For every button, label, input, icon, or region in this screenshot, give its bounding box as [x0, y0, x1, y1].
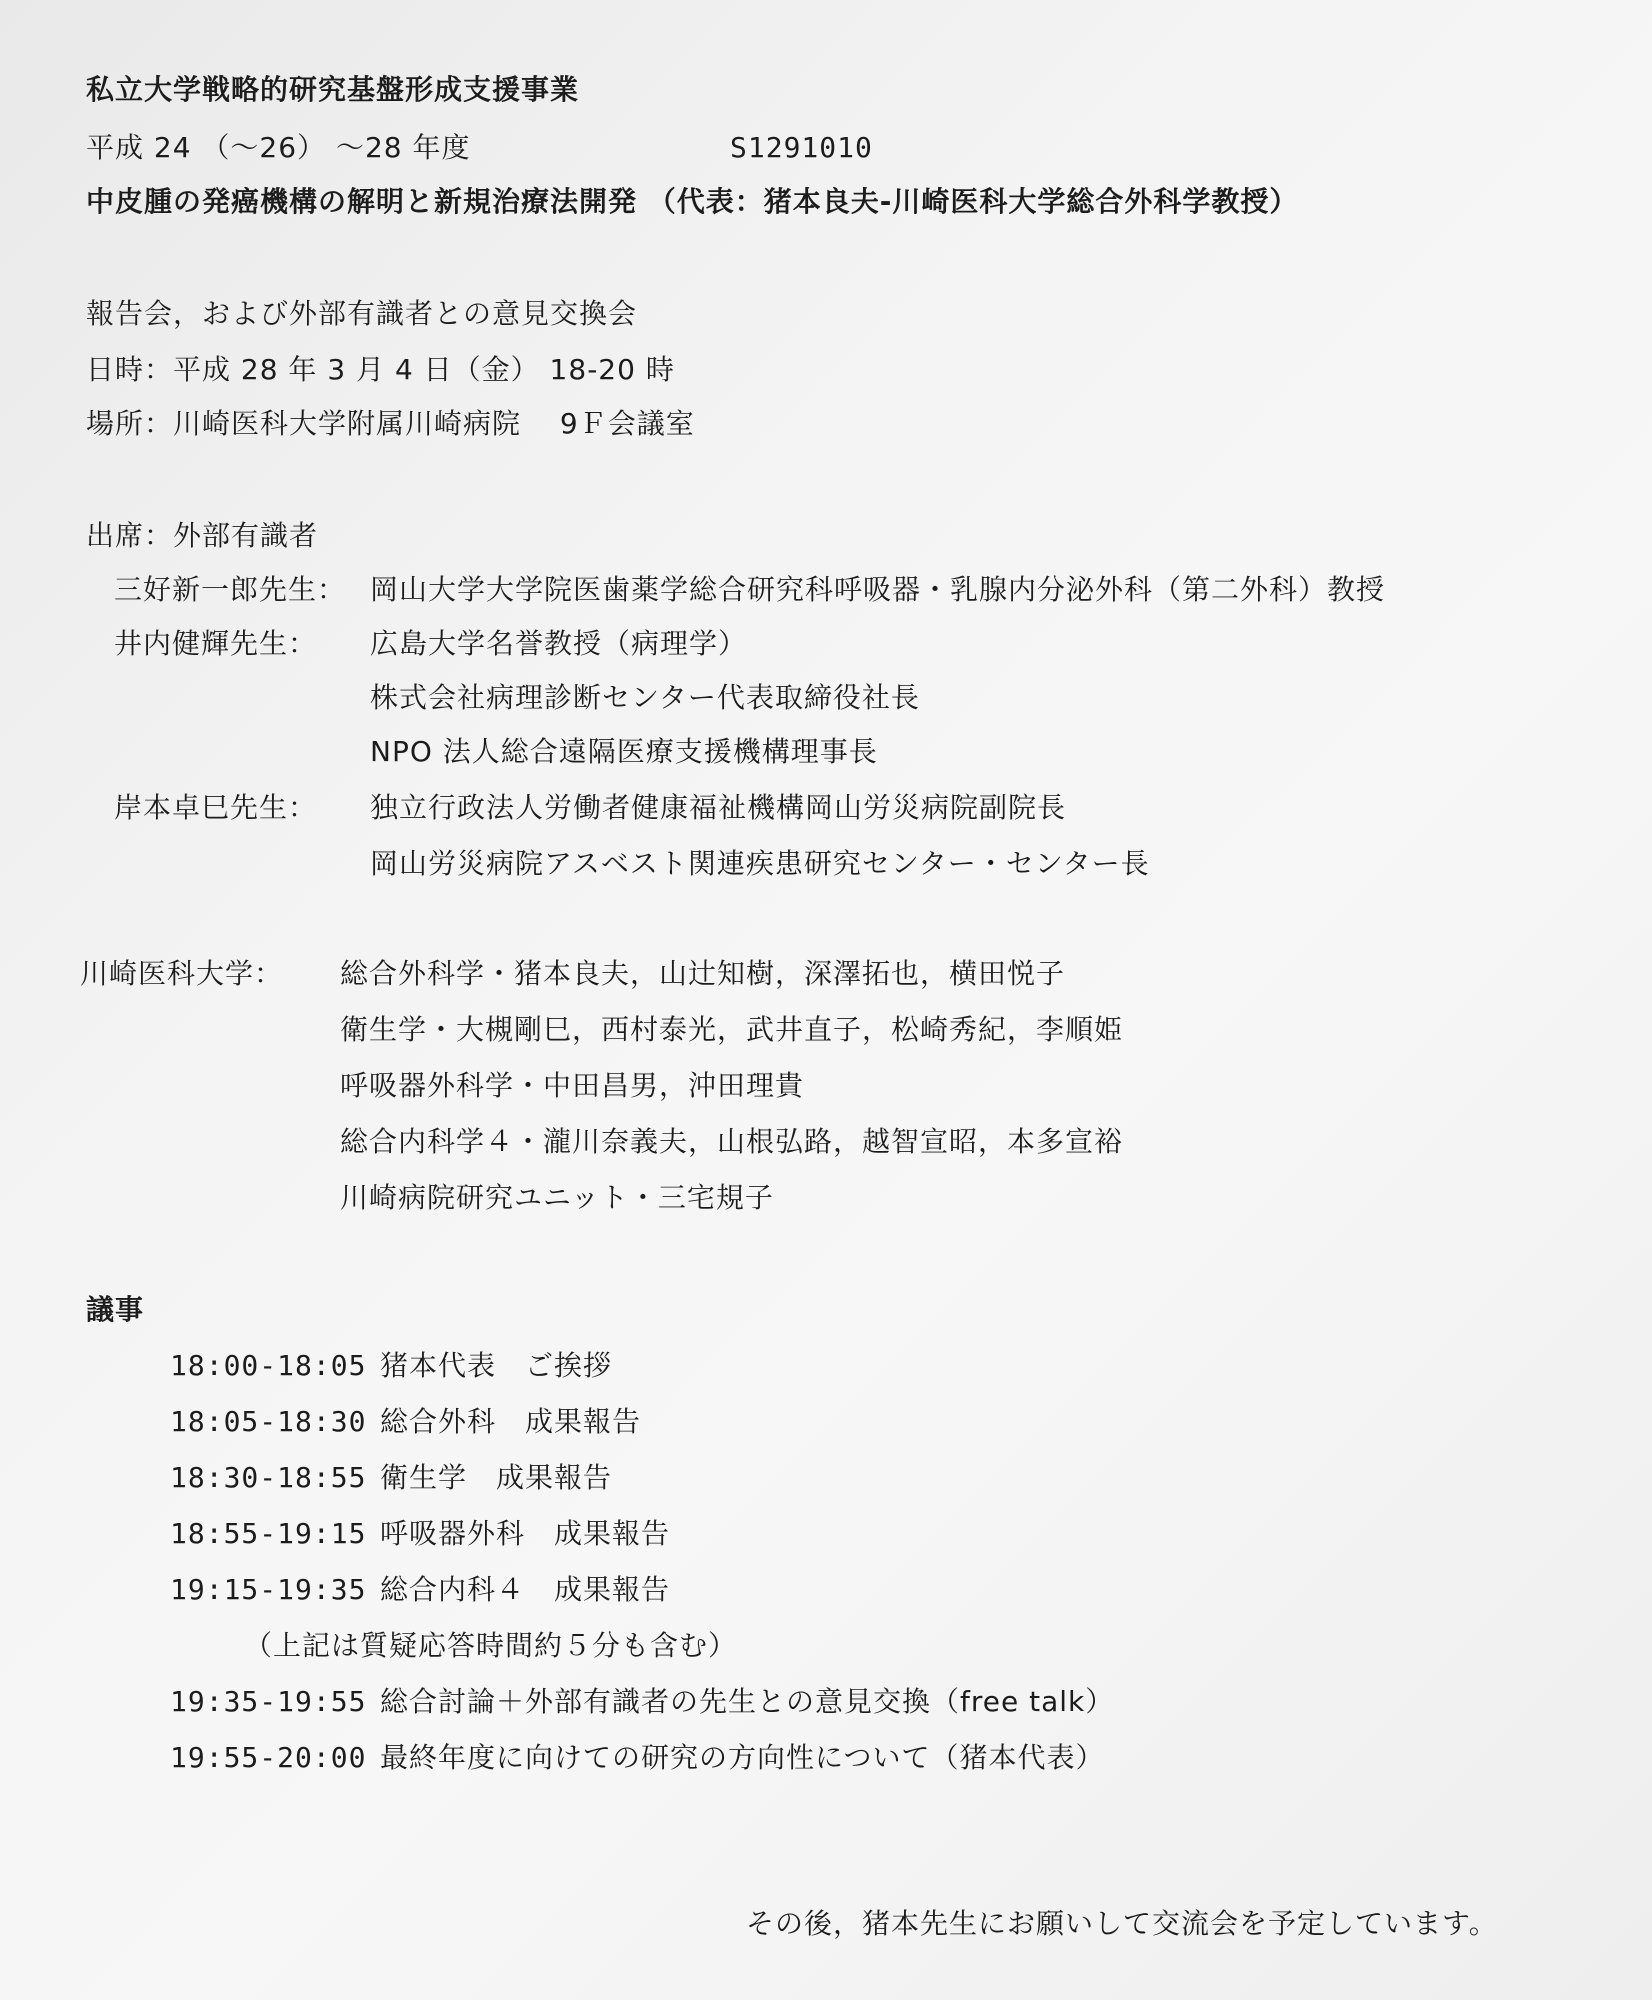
attendee-role: 岡山大学大学院医歯薬学総合研究科呼吸器・乳腺内分泌外科（第二外科）教授 [370, 573, 1386, 606]
agenda-desc: 総合内科４ 成果報告 [380, 1573, 671, 1606]
agenda-desc: 総合外科 成果報告 [380, 1405, 642, 1438]
agenda-time: 18:00-18:05 [170, 1349, 367, 1382]
agenda-time: 18:55-19:15 [170, 1517, 367, 1550]
attendee-role: 岡山労災病院アスベスト関連疾患研究センター・センター長 [370, 847, 1150, 880]
attendee-name: 岸本卓巳先生： [114, 791, 318, 824]
project-code: S1291010 [730, 131, 873, 164]
agenda-time: 18:30-18:55 [170, 1461, 367, 1494]
agenda-time: 18:05-18:30 [170, 1405, 367, 1438]
agenda-desc: 猪本代表 ご挨拶 [380, 1349, 613, 1382]
agenda-desc: 総合討論＋外部有識者の先生との意見交換（free talk） [380, 1685, 1115, 1718]
internal-member-line: 総合内科学４・瀧川奈義夫，山根弘路，越智宣昭，本多宣裕 [340, 1125, 1124, 1158]
agenda-time: 19:55-20:00 [170, 1741, 367, 1774]
attendee-role: 独立行政法人労働者健康福祉機構岡山労災病院副院長 [370, 791, 1067, 824]
closing-note: その後，猪本先生にお願いして交流会を予定しています。 [746, 1907, 1498, 1940]
meeting-title: 報告会，および外部有識者との意見交換会 [86, 297, 638, 330]
internal-member-line: 川崎病院研究ユニット・三宅規子 [340, 1181, 774, 1214]
internal-member-line: 呼吸器外科学・中田昌男，沖田理貴 [340, 1069, 805, 1102]
attendee-role: NPO 法人総合遠隔医療支援機構理事長 [370, 735, 878, 768]
agenda-time: 19:15-19:35 [170, 1573, 367, 1606]
agenda-note: （上記は質疑応答時間約５分も含む） [244, 1629, 738, 1662]
attendee-role: 広島大学名誉教授（病理学） [370, 627, 748, 660]
internal-label: 川崎医科大学： [80, 957, 284, 990]
project-title: 中皮腫の発癌機構の解明と新規治療法開発 （代表：猪本良夫-川崎医科大学総合外科学教授） [86, 185, 1299, 218]
program-name: 私立大学戦略的研究基盤形成支援事業 [86, 73, 580, 106]
agenda-desc: 衛生学 成果報告 [380, 1461, 613, 1494]
meeting-place: 場所：川崎医科大学附属川崎病院 9Ｆ会議室 [86, 407, 695, 440]
attendees-heading: 出席：外部有識者 [86, 519, 319, 552]
agenda-desc: 最終年度に向けての研究の方向性について（猪本代表） [380, 1741, 1105, 1774]
fiscal-period: 平成 24 （～26） ～28 年度 [86, 131, 471, 164]
internal-member-line: 総合外科学・猪本良夫，山辻知樹，深澤拓也，横田悦子 [340, 957, 1066, 990]
attendee-role: 株式会社病理診断センター代表取締役社長 [370, 681, 920, 714]
agenda-heading: 議事 [86, 1293, 145, 1326]
agenda-desc: 呼吸器外科 成果報告 [380, 1517, 671, 1550]
internal-member-line: 衛生学・大槻剛巳，西村泰光，武井直子，松崎秀紀，李順姫 [340, 1013, 1124, 1046]
agenda-time: 19:35-19:55 [170, 1685, 367, 1718]
attendee-name: 三好新一郎先生： [114, 573, 347, 606]
attendee-name: 井内健輝先生： [114, 627, 318, 660]
meeting-datetime: 日時：平成 28 年 3 月 4 日（金） 18-20 時 [86, 353, 675, 386]
